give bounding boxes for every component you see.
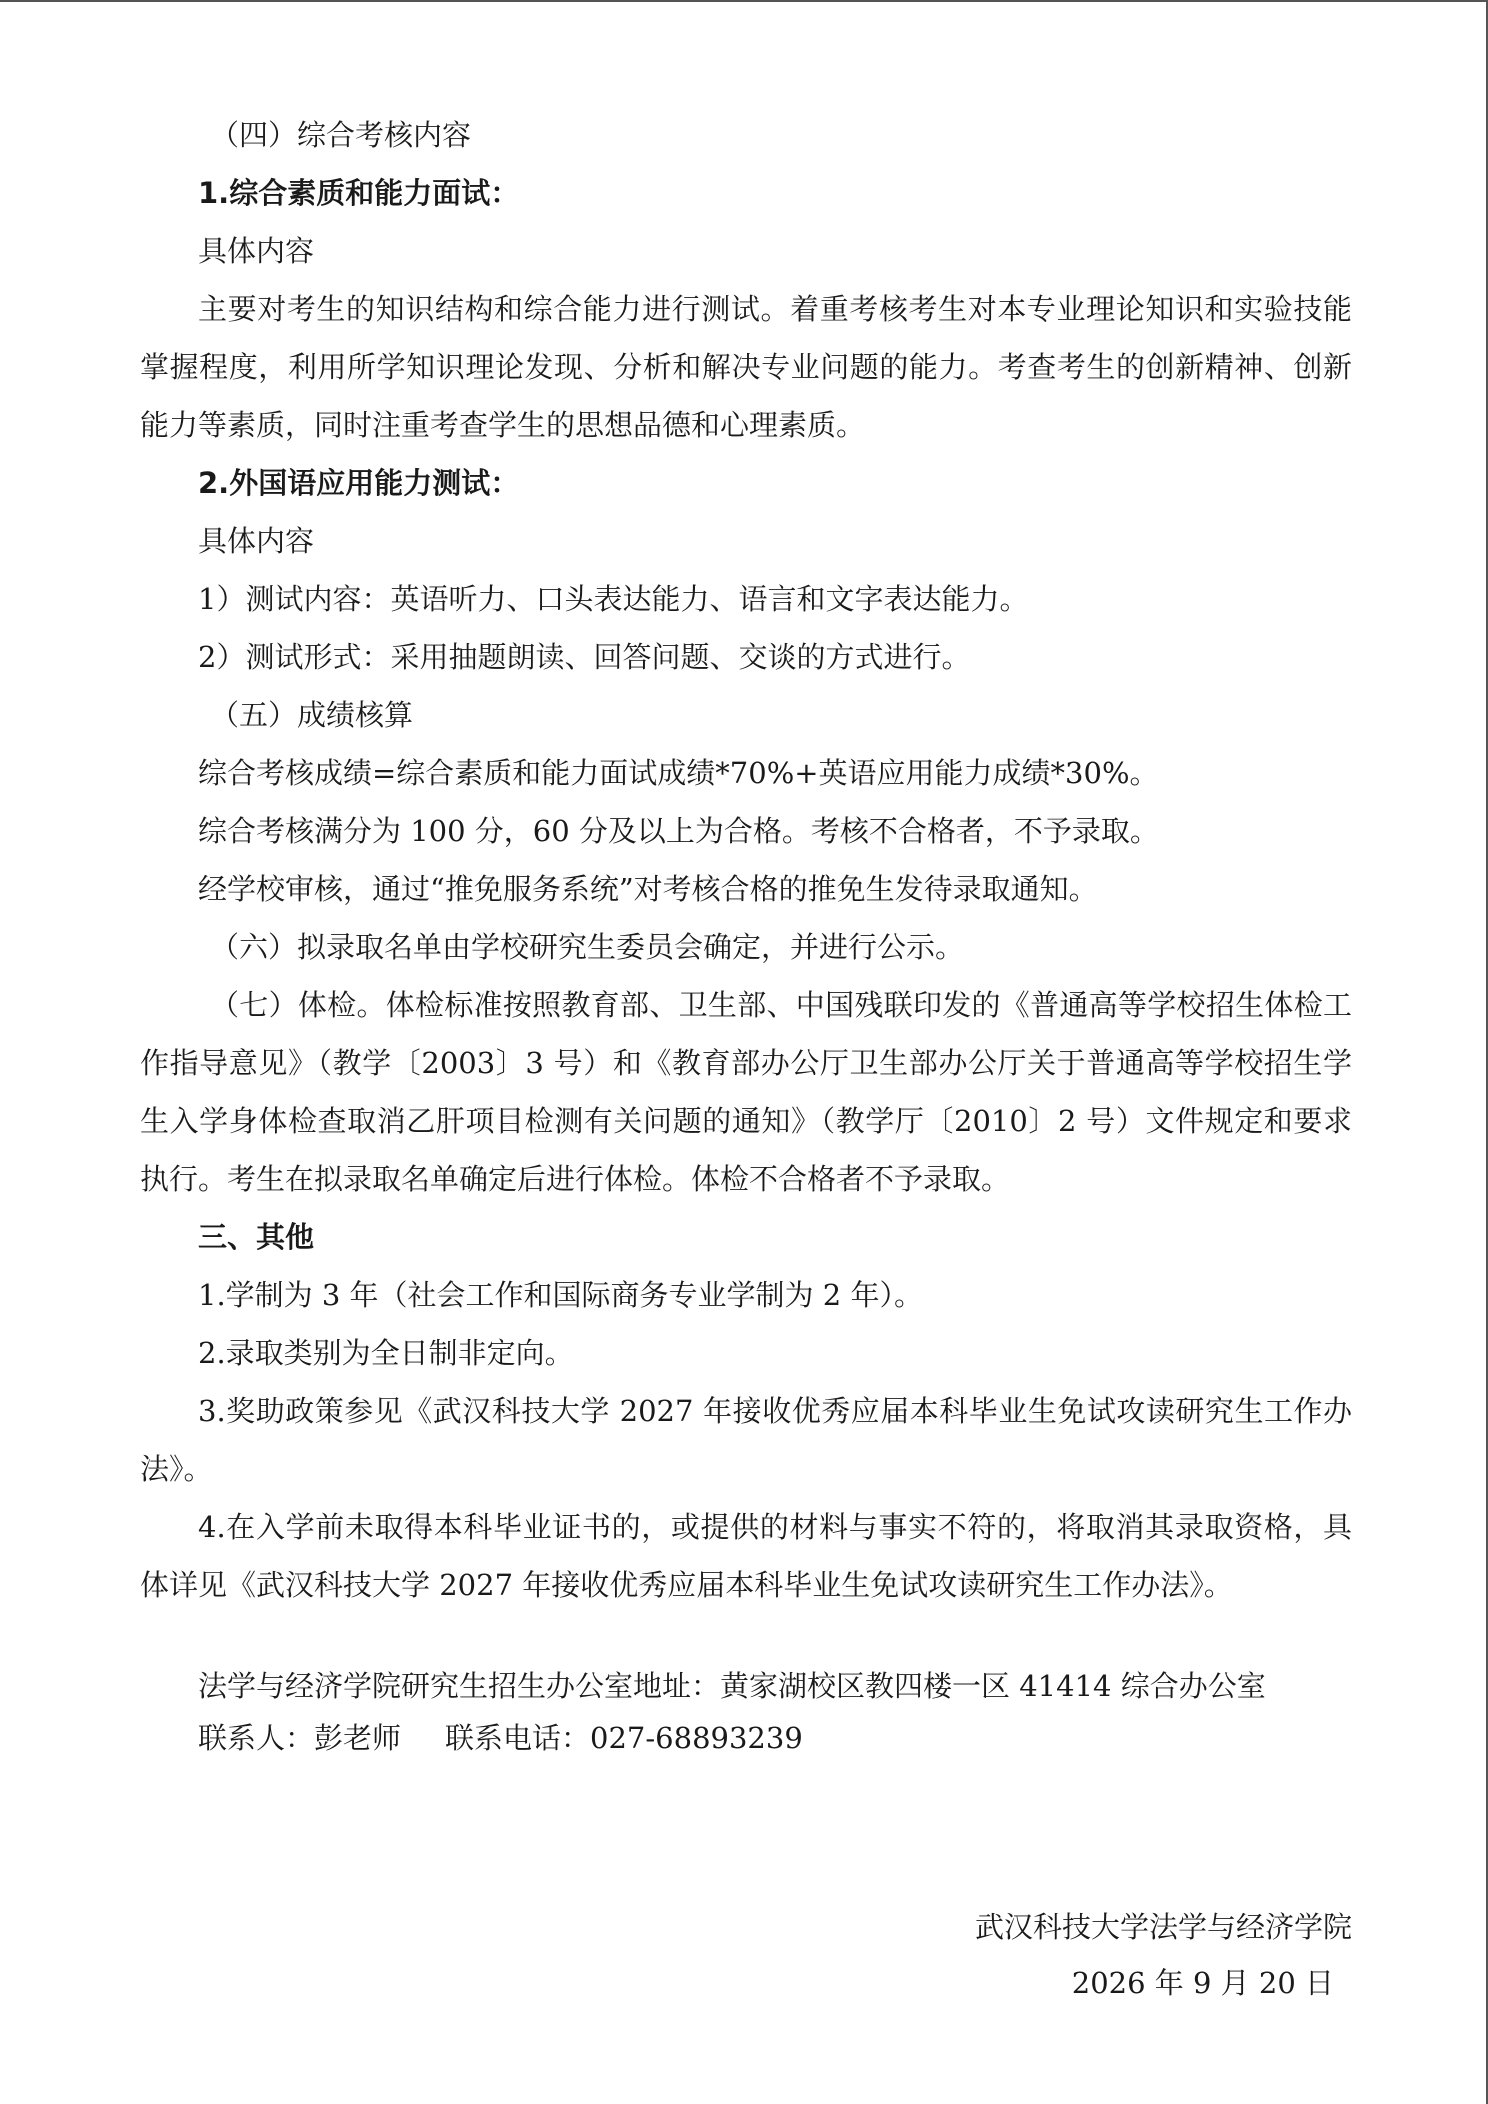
foreign-language-subtitle: 具体内容	[198, 524, 315, 558]
contact-person: 联系人：彭老师	[198, 1721, 402, 1755]
interview-title: 1.综合素质和能力面试：	[198, 176, 520, 210]
contact-line	[140, 1712, 1352, 1764]
other-item-4: 4.在入学前未取得本科毕业证书的，或提供的材料与事实不符的，将取消其录取资格，具体详见《武汉科技大学 2027 年接收优秀应届本科毕业生免试攻读研究生工作办法》。	[140, 1510, 1352, 1602]
other-item-3: 3.奖助政策参见《武汉科技大学 2027 年接收优秀应届本科毕业生免试攻读研究生工作办法》。	[140, 1394, 1352, 1486]
document-body	[140, 106, 1352, 1764]
section-6-paragraph: （六）拟录取名单由学校研究生委员会确定，并进行公示。	[210, 930, 965, 964]
contact-address: 法学与经济学院研究生招生办公室地址：黄家湖校区教四楼一区 41414 综合办公室	[198, 1669, 1266, 1703]
score-notice: 经学校审核，通过“推免服务系统”对考核合格的推免生发待录取通知。	[198, 872, 1098, 906]
section-heading-4: （四）综合考核内容	[210, 118, 472, 152]
score-pass-rule: 综合考核满分为 100 分，60 分及以上为合格。考核不合格者，不予录取。	[198, 814, 1159, 848]
spacer	[140, 1614, 1352, 1660]
page-top-border	[0, 0, 1488, 2]
section-heading-5: （五）成绩核算	[210, 698, 414, 732]
contact-phone: 联系电话：027-68893239	[445, 1721, 803, 1755]
other-item-1: 1.学制为 3 年（社会工作和国际商务专业学制为 2 年）。	[198, 1278, 923, 1312]
interview-subtitle: 具体内容	[198, 234, 315, 268]
foreign-language-title: 2.外国语应用能力测试：	[198, 466, 520, 500]
section-7-paragraph: （七）体检。体检标准按照教育部、卫生部、中国残联印发的《普通高等学校招生体检工作指导意见》（教学〔2003〕3 号）和《教育部办公厅卫生部办公厅关于普通高等学校招生学生入学身体检查取消乙肝项目检测有关问题的通知》（教学厅〔2010〕2 号）文件规定和要求执行。考生在拟录取名单确定后进行体检。体检不合格者不予录取。	[140, 988, 1352, 1196]
interview-paragraph: 主要对考生的知识结构和综合能力进行测试。着重考核考生对本专业理论知识和实验技能掌握程度，利用所学知识理论发现、分析和解决专业问题的能力。考查考生的创新精神、创新能力等素质，同时注重考查学生的思想品德和心理素质。	[140, 292, 1352, 442]
other-heading: 三、其他	[198, 1220, 315, 1254]
score-formula: 综合考核成绩=综合素质和能力面试成绩*70%+英语应用能力成绩*30%。	[198, 756, 1159, 790]
other-item-2: 2.录取类别为全日制非定向。	[198, 1336, 574, 1370]
foreign-language-item-2: 2）测试形式：采用抽题朗读、回答问题、交谈的方式进行。	[198, 640, 971, 674]
foreign-language-item-1: 1）测试内容：英语听力、口头表达能力、语言和文字表达能力。	[198, 582, 1029, 616]
signature-unit: 武汉科技大学法学与经济学院	[974, 1910, 1352, 1944]
signature-date: 2026 年 9 月 20 日	[1071, 1966, 1334, 2000]
